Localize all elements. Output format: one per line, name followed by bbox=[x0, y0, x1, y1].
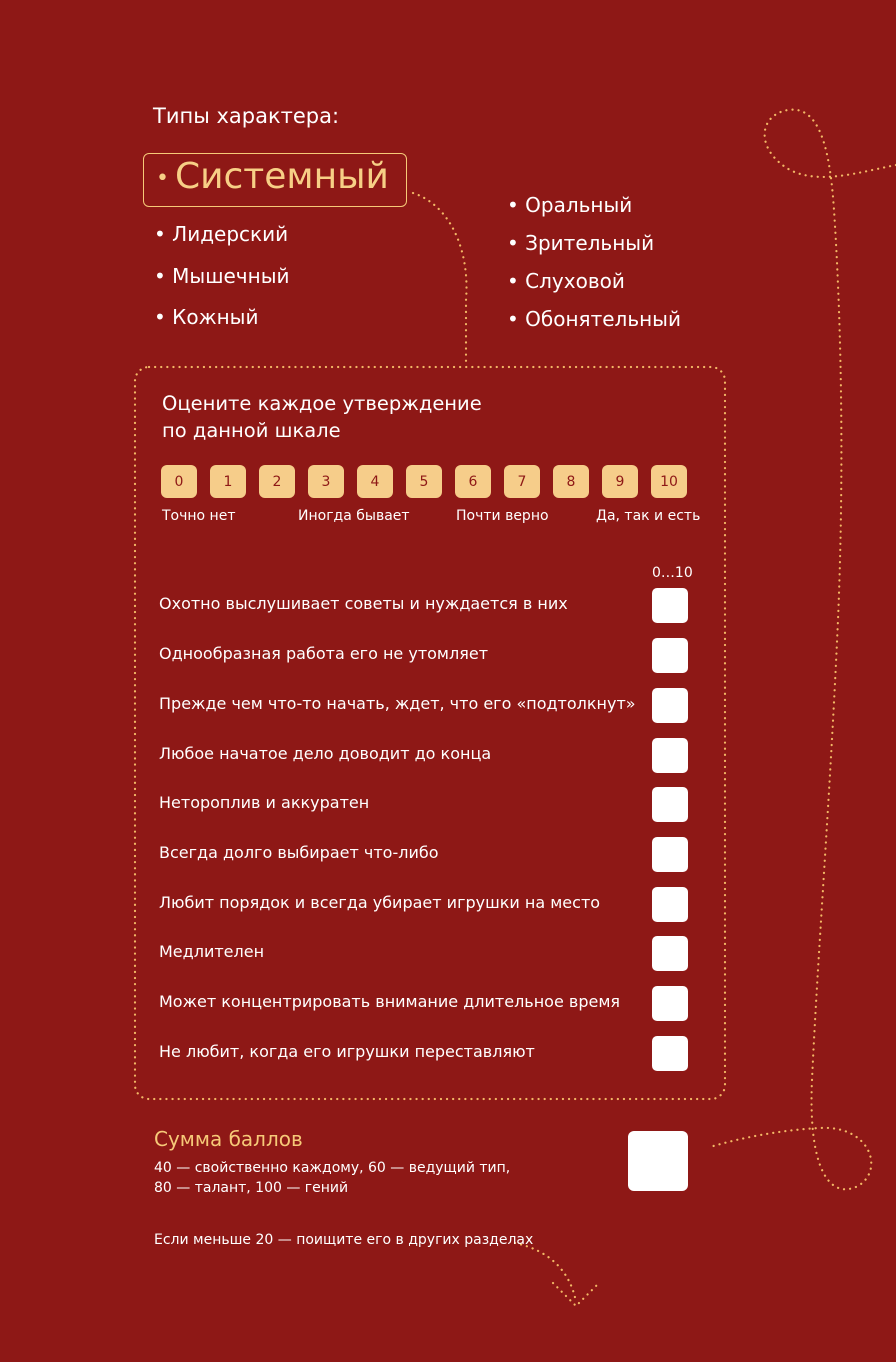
scale-chip: 10 bbox=[651, 465, 687, 498]
answer-box[interactable] bbox=[652, 738, 688, 773]
scale-title bbox=[162, 390, 482, 444]
type-item: • Обонятельный bbox=[507, 307, 681, 331]
bullet-icon: • bbox=[156, 165, 169, 191]
scale-chip: 5 bbox=[406, 465, 442, 498]
statement-text: Медлителен bbox=[159, 942, 265, 961]
type-item-label: Кожный bbox=[172, 305, 259, 329]
scale-chip: 2 bbox=[259, 465, 295, 498]
scale-label: Почти верно bbox=[456, 508, 549, 524]
type-item-label: Слуховой bbox=[525, 269, 625, 293]
statement-text: Любит порядок и всегда убирает игрушки на место bbox=[159, 893, 601, 912]
answer-box[interactable] bbox=[652, 688, 688, 723]
type-item-label: Мышечный bbox=[172, 264, 290, 288]
scale-label: Иногда бывает bbox=[298, 508, 410, 524]
scale-chip: 6 bbox=[455, 465, 491, 498]
statement-text: Не любит, когда его игрушки переставляют bbox=[159, 1042, 535, 1061]
sum-box[interactable] bbox=[628, 1131, 688, 1191]
scale-chip: 0 bbox=[161, 465, 197, 498]
types-title: Типы характера: bbox=[153, 104, 340, 128]
scale-chip: 4 bbox=[357, 465, 393, 498]
answer-box[interactable] bbox=[652, 936, 688, 971]
answer-box[interactable] bbox=[652, 588, 688, 623]
scale-chip: 1 bbox=[210, 465, 246, 498]
answer-box[interactable] bbox=[652, 787, 688, 822]
type-item-label: Обонятельный bbox=[525, 307, 681, 331]
dotted-arrow-line bbox=[515, 1243, 576, 1302]
scale-label: Точно нет bbox=[162, 508, 236, 524]
sum-note-line: 40 — свойственно каждому, 60 — ведущий тип, bbox=[154, 1160, 511, 1176]
scale-label: Да, так и есть bbox=[596, 508, 701, 524]
dotted-connector-line bbox=[413, 193, 467, 362]
type-item: • Зрительный bbox=[507, 231, 655, 255]
answer-box[interactable] bbox=[652, 638, 688, 673]
highlighted-type bbox=[156, 156, 389, 197]
scale-chip: 8 bbox=[553, 465, 589, 498]
type-item: • Слуховой bbox=[507, 269, 625, 293]
statement-text: Любое начатое дело доводит до конца bbox=[159, 744, 492, 763]
type-item-label: Зрительный bbox=[525, 231, 655, 255]
dotted-arrow-head bbox=[553, 1282, 600, 1306]
answer-box[interactable] bbox=[652, 1036, 688, 1071]
answer-box[interactable] bbox=[652, 887, 688, 922]
sum-note-line: 80 — талант, 100 — гений bbox=[154, 1180, 349, 1196]
type-item: • Оральный bbox=[507, 193, 633, 217]
sum-note bbox=[154, 1158, 510, 1198]
statement-text: Всегда долго выбирает что-либо bbox=[159, 843, 439, 862]
type-item-label: Лидерский bbox=[172, 222, 289, 246]
type-item: • Кожный bbox=[154, 305, 259, 329]
answer-range-label: 0…10 bbox=[652, 565, 693, 581]
highlighted-type-label: Системный bbox=[174, 156, 389, 197]
type-item: • Мышечный bbox=[154, 264, 290, 288]
footnote: Если меньше 20 — поищите его в других разделах bbox=[154, 1232, 534, 1248]
statement-text: Охотно выслушивает советы и нуждается в них bbox=[159, 594, 568, 613]
sum-title: Сумма баллов bbox=[154, 1127, 303, 1151]
answer-box[interactable] bbox=[652, 986, 688, 1021]
scale-chip: 3 bbox=[308, 465, 344, 498]
statement-text: Прежде чем что-то начать, ждет, что его «подтолкнут» bbox=[159, 694, 636, 713]
scale-chip: 9 bbox=[602, 465, 638, 498]
answer-box[interactable] bbox=[652, 837, 688, 872]
scale-title-line: по данной шкале bbox=[162, 419, 341, 442]
statement-text: Нетороплив и аккуратен bbox=[159, 793, 370, 812]
statement-text: Однообразная работа его не утомляет bbox=[159, 644, 489, 663]
type-item-label: Оральный bbox=[525, 193, 633, 217]
statement-text: Может концентрировать внимание длительное время bbox=[159, 992, 621, 1011]
scale-title-line: Оцените каждое утверждение bbox=[162, 392, 482, 415]
scale-chip: 7 bbox=[504, 465, 540, 498]
dotted-loop-top bbox=[710, 110, 896, 1190]
type-item: • Лидерский bbox=[154, 222, 289, 246]
